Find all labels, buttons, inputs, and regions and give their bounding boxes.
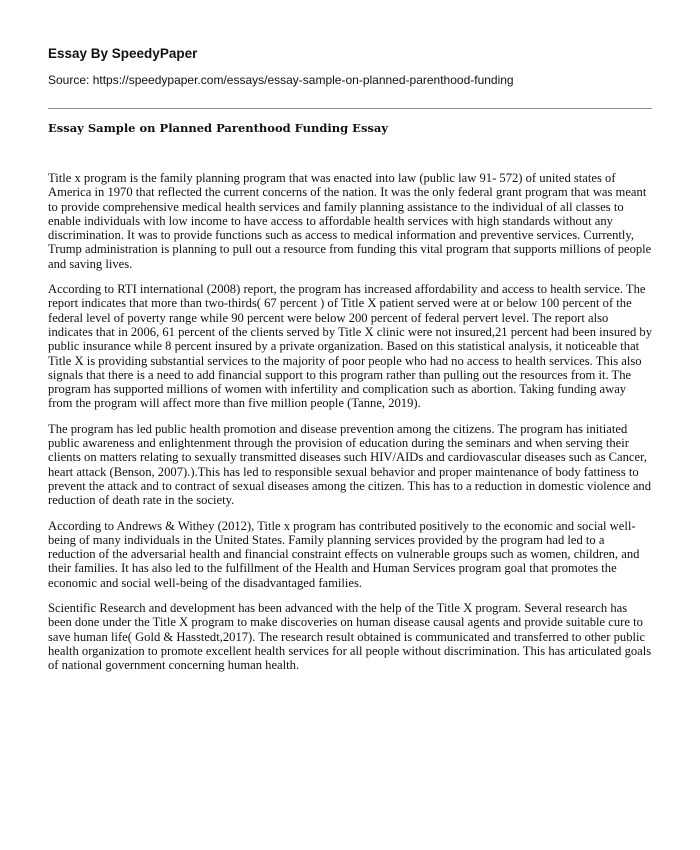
- essay-paragraph: According to RTI international (2008) report, the program has increased affordability and access to health service. The report indicates that more than two-thirds( 67 percent ) of Title X patient served were at or below 100 percent of the federal level of poverty range while 90 percent were below 200 percent of federal pervert level. The report also indicates that in 2006, 61 percent of the clients served by Title X clinic were not insured,21 percent had been insured by public insurance while 8 percent insured by a private organization. Based on this statistical analysis, it noticeable that Title X is providing substantial services to the majority of poor people who had no access to health services. This also signals that there is a need to add financial support to this program rather than pulling out the resources from it. The program has supported millions of women with infertility and complication such as abortion. Taking funding away from the program will affect more than five million people (Tanne, 2019).: [48, 282, 652, 411]
- source-line[interactable]: Source: https://speedypaper.com/essays/essay-sample-on-planned-parenthood-funding: [48, 73, 514, 87]
- essay-paragraph: According to Andrews & Withey (2012), Title x program has contributed positively to the economic and social well-being of many individuals in the United States. Family planning services provided by the program had led to a reduction of the adversarial health and financial constraint effects on vulnerable groups such as women, children, and their families. It has also led to the fulfillment of the Health and Human Services program goal that promotes the economic and social well-being of the disadvantaged families.: [48, 518, 640, 590]
- header-divider: [48, 108, 652, 109]
- essay-paragraph: Scientific Research and development has been advanced with the help of the Title X program. Several research has been done under the Title X program to make discoveries on human disease causal agents and provide suitable cure to save human life( Gold & Hasstedt,2017). The research result obtained is communicated and transferred to other public health organization to promote excellent health services for all people without discrimination. This has articulated goals of national government concerning human health.: [48, 601, 652, 673]
- essay-title: Essay Sample on Planned Parenthood Funding Essay: [48, 121, 389, 135]
- essay-paragraph: Title x program is the family planning program that was enacted into law (public law 91- 572) of united states of America in 1970 that reflected the current concerns of the nation. It was the only federal grant program that was meant to provide comprehensive medical health services and family planning assistance to the individual of all classes to enable individuals with low income to have access to affordable health services with high standards without any discrimination. It was to provide functions such as access to medical information and preventive services. Currently, Trump administration is planning to pull out a resource from funding this vital program that supports millions of people and saving lives.: [48, 171, 652, 271]
- document-brand: Essay By SpeedyPaper: [48, 46, 198, 61]
- essay-body: [48, 171, 652, 684]
- essay-paragraph: The program has led public health promotion and disease prevention among the citizens. The program has initiated public awareness and enlightenment through the provision of education during the seminars and when serving their clients on matters relating to sexually transmitted diseases such HIV/AIDs and cardiovascular diseases such as Cancer, heart attack (Benson, 2007).).This has led to responsible sexual behavior and proper maintenance of body fattiness to prevent the attack and to contract of sexual diseases among the citizen. This has to a reduction in domestic violence and reduction of death rate in the society.: [48, 421, 652, 508]
